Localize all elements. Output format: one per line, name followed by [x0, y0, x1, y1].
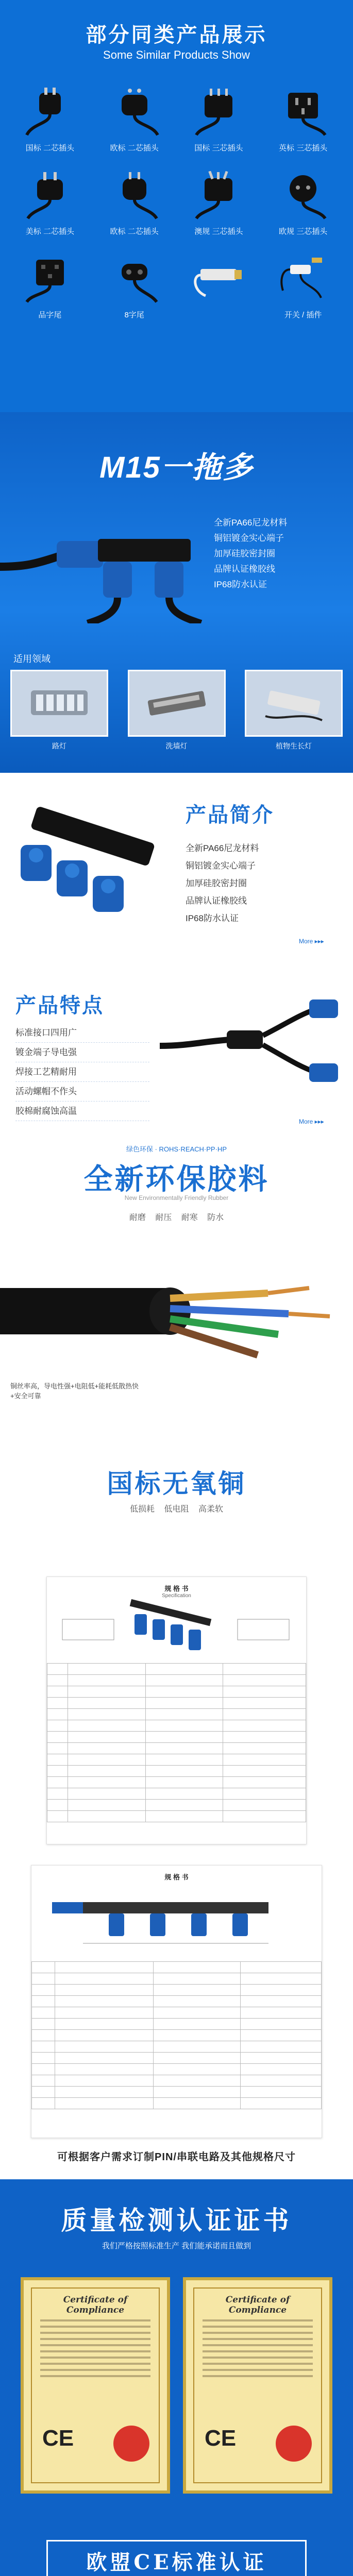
similar-item[interactable]: [179, 161, 259, 237]
specification-section: [0, 1561, 353, 2179]
feature-item: 标准接口四用广: [15, 1023, 149, 1043]
certificate-card[interactable]: [183, 2277, 332, 2494]
certificate-inner: [193, 2287, 322, 2483]
similar-item-label: 美标 二芯插头: [25, 227, 74, 236]
similar-item-label: 澳规 三芯插头: [194, 227, 243, 236]
similar-item[interactable]: [10, 161, 90, 237]
eco-material-section: [0, 1133, 353, 1561]
hero-feature: 品牌认证橡胶线: [214, 564, 275, 574]
seal-icon: [113, 2426, 149, 2462]
similar-item-label: 国标 二芯插头: [25, 144, 74, 152]
features-list: [15, 1023, 149, 1121]
similar-item[interactable]: [263, 77, 343, 154]
eco-tags: 绿色环保 · ROHS·REACH·PP·HP: [126, 1145, 227, 1153]
intro-list: [186, 840, 259, 927]
feature-item: 镀金端子导电强: [15, 1043, 149, 1062]
similar-item-label: 欧标 二芯插头: [110, 144, 159, 152]
feature-item: 胶棉耐腐蚀高温: [15, 1101, 149, 1121]
cable-note: 铜丝率高，导电性强+电阻低+能耗低散热快+安全可靠: [10, 1382, 139, 1400]
more-mark: More ▸▸▸: [299, 938, 324, 945]
grow-light-image: [245, 670, 343, 737]
similar-item-label: 欧标 二芯插头: [110, 227, 159, 236]
plug-icon: [102, 86, 167, 139]
hero-feature-list: [214, 515, 338, 592]
street-light-image: [10, 670, 108, 737]
similar-item[interactable]: [95, 161, 174, 237]
cable-icon: [186, 252, 251, 306]
plug-icon: [17, 169, 83, 223]
certificate-heading: Certificate of Compliance: [63, 2295, 128, 2315]
hero-section: [0, 412, 353, 773]
features-title: 产品特点: [15, 994, 104, 1017]
application-label: 路灯: [52, 742, 66, 750]
similar-products-section: [0, 0, 353, 412]
certificate-card[interactable]: [21, 2277, 170, 2494]
hero-feature: 全新PA66尼龙材料: [214, 518, 288, 528]
intro-item: IP68防水认证: [186, 913, 239, 923]
certification-section: [0, 2179, 353, 2576]
similar-subtitle: Some Similar Products Show: [103, 48, 250, 61]
certificate-inner: [31, 2287, 160, 2483]
eco-properties: 耐磨 耐压 耐寒 防水: [129, 1213, 224, 1222]
spec-sheet-2: [31, 1865, 322, 2138]
intro-item: 品牌认证橡胶线: [186, 896, 247, 906]
application-card[interactable]: [10, 670, 108, 751]
ce-mark: CE: [205, 2426, 237, 2451]
plug-icon: [186, 169, 251, 223]
similar-item[interactable]: [263, 244, 343, 320]
copper-properties: 低损耗 低电阻 高柔软: [130, 1505, 223, 1514]
ce-mark: CE: [42, 2426, 74, 2451]
intro-title: 产品简介: [186, 804, 274, 826]
product-intro-section: [0, 773, 353, 1133]
feature-item: 焊接工艺精耐用: [15, 1062, 149, 1082]
spec-table-2: [31, 1961, 322, 2109]
similar-item-label: 欧规 三芯插头: [279, 227, 328, 236]
intro-item: 铜铝镀金实心端子: [186, 861, 256, 871]
intro-item: 全新PA66尼龙材料: [186, 843, 259, 853]
wall-washer-image: [128, 670, 226, 737]
y-splitter-photo: [160, 979, 345, 1113]
plug-icon: [17, 86, 83, 139]
spec-caption: 可根据客户需求订制PIN/串联电路及其他规格尺寸: [57, 2151, 296, 2163]
cable-cross-section-image: [0, 1231, 353, 1386]
similar-item[interactable]: [10, 77, 90, 154]
spec-title: 规 格 书: [164, 1585, 189, 1592]
eco-title: 全新环保胶料: [83, 1162, 270, 1196]
cert-title: 质量检测认证证书: [61, 2205, 292, 2235]
certificate-heading: Certificate of Compliance: [225, 2295, 290, 2315]
spec-drawing: [31, 1882, 323, 1959]
feature-item: 活动螺帽不作头: [15, 1082, 149, 1101]
plug-icon: [102, 252, 167, 306]
hero-feature: 铜铝镀金实心端子: [214, 533, 284, 543]
similar-item[interactable]: [263, 161, 343, 237]
applications-title: 适用领域: [13, 654, 51, 664]
similar-title: 部分同类产品展示: [86, 24, 267, 46]
spec-drawing: [47, 1599, 307, 1660]
plug-icon: [186, 86, 251, 139]
similar-item[interactable]: [95, 244, 174, 320]
application-label: 植物生长灯: [276, 742, 312, 750]
plug-icon: [270, 86, 336, 139]
intro-item: 加厚硅胶密封圈: [186, 878, 247, 888]
spec-sheet-1: [46, 1577, 307, 1844]
similar-item-label: 品字尾: [38, 311, 62, 319]
spec-title: 规 格 书: [164, 1873, 189, 1881]
similar-item[interactable]: [179, 244, 259, 320]
seal-icon: [276, 2426, 312, 2462]
similar-item[interactable]: [179, 77, 259, 154]
hero-title: M15一拖多: [99, 451, 254, 484]
plug-icon: [270, 169, 336, 223]
similar-item[interactable]: [10, 244, 90, 320]
application-card[interactable]: [245, 670, 343, 751]
similar-item-label: 开关 / 插件: [284, 311, 322, 319]
plug-icon: [17, 252, 83, 306]
similar-item-label: 国标 三芯插头: [194, 144, 243, 152]
similar-grid: [10, 77, 343, 320]
application-card[interactable]: [128, 670, 226, 751]
cert-subtitle: 我们严格按照标准生产 我们能承诺而且做到: [102, 2242, 251, 2250]
connector-photo: [5, 793, 175, 948]
copper-title: 国标无氧铜: [107, 1468, 246, 1499]
spec-table-1: [47, 1663, 306, 1822]
similar-item-label: 8字尾: [124, 311, 144, 319]
plug-icon: [102, 169, 167, 223]
eco-subtitle: New Environmentally Friendly Rubber: [124, 1194, 229, 1201]
similar-item[interactable]: [95, 77, 174, 154]
application-label: 洗墙灯: [165, 742, 188, 750]
ce-banner: 欧盟CE标准认证: [46, 2540, 307, 2576]
hero-feature: 加厚硅胶密封圈: [214, 549, 275, 558]
spec-subtitle: Specification: [162, 1593, 191, 1599]
switch-icon: [270, 252, 336, 306]
more-mark: More ▸▸▸: [299, 1118, 324, 1125]
similar-item-label: 英标 三芯插头: [279, 144, 328, 152]
hero-feature: IP68防水认证: [214, 580, 267, 589]
applications-row: [10, 670, 343, 751]
